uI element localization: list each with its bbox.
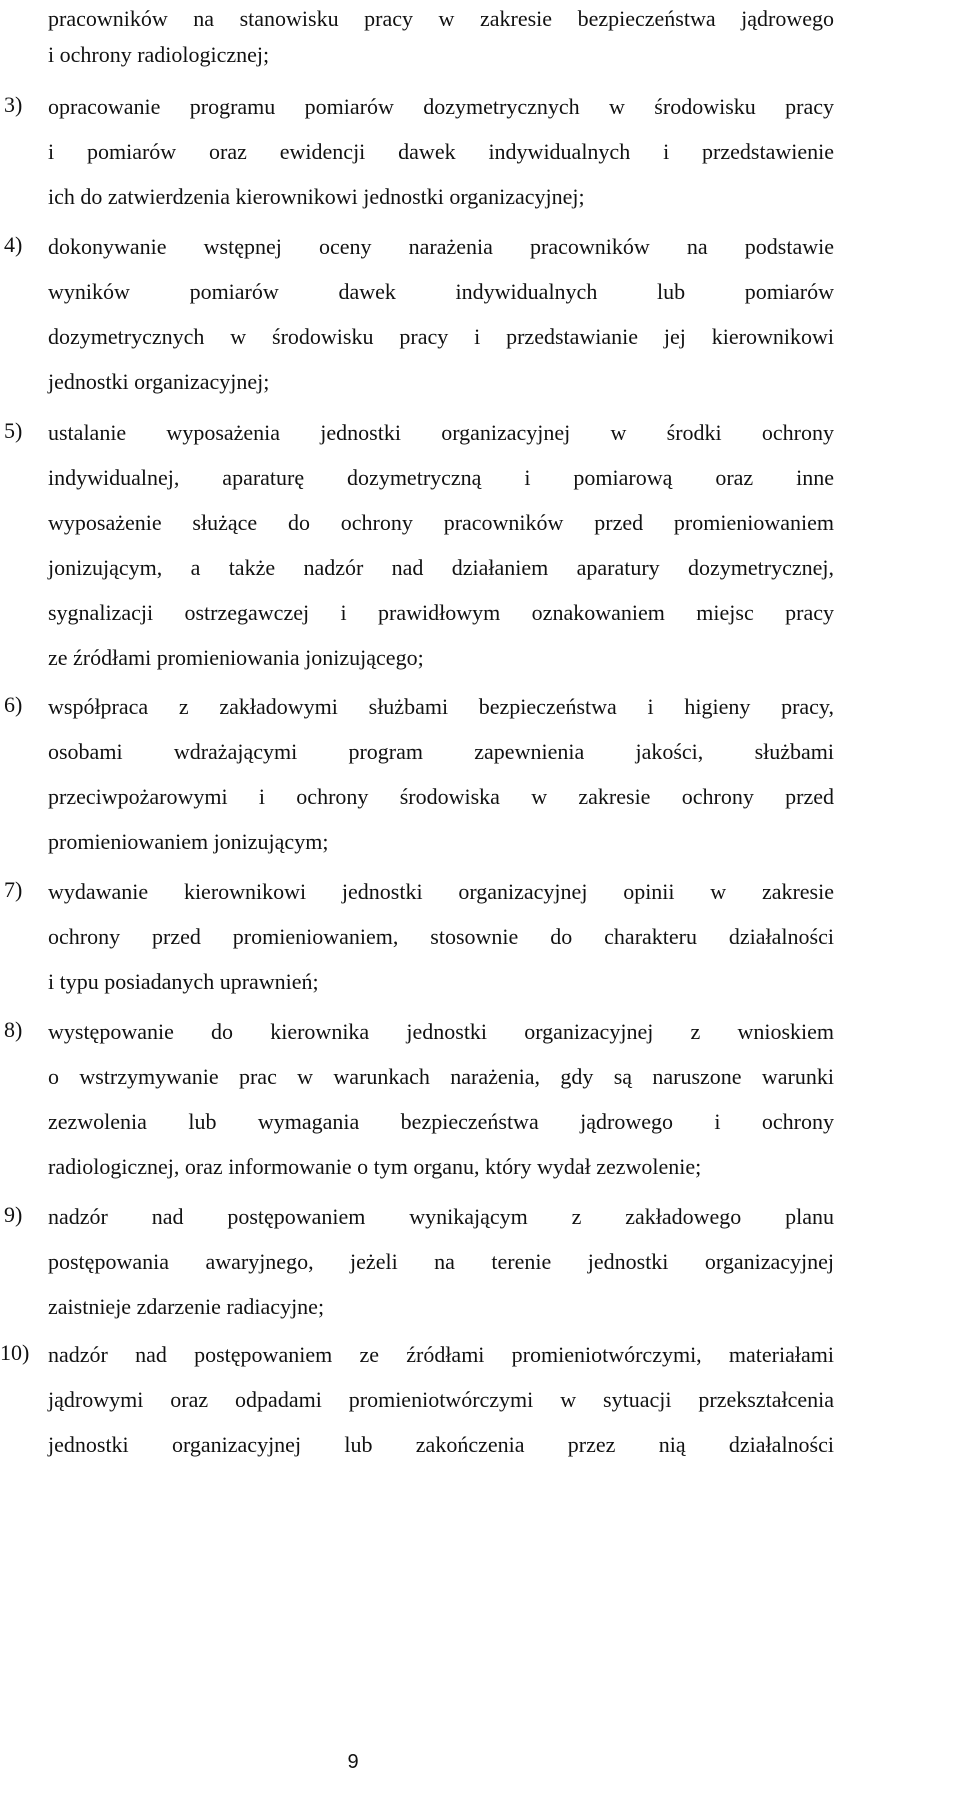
list-item-line: wydawanie kierownikowi jednostki organizacyjnej opinii w zakresie <box>48 879 834 904</box>
list-item-line: zezwolenia lub wymagania bezpieczeństwa jądrowego i ochrony <box>48 1109 834 1134</box>
list-item-line: postępowania awaryjnego, jeżeli na terenie jednostki organizacyjnej <box>48 1249 834 1274</box>
list-item-line: występowanie do kierownika jednostki organizacyjnej z wnioskiem <box>48 1019 834 1044</box>
list-item-line: opracowanie programu pomiarów dozymetrycznych w środowisku pracy <box>48 94 834 119</box>
list-item-line: ochrony przed promieniowaniem, stosownie do charakteru działalności <box>48 924 834 949</box>
list-item-line: ustalanie wyposażenia jednostki organizacyjnej w środki ochrony <box>48 420 834 445</box>
list-item-line: jednostki organizacyjnej lub zakończenia przez nią działalności <box>48 1432 834 1457</box>
list-item-line: ze źródłami promieniowania jonizującego; <box>48 645 424 670</box>
list-item-line: jądrowymi oraz odpadami promieniotwórczymi w sytuacji przekształcenia <box>48 1387 834 1412</box>
list-item-number: 6) <box>4 692 23 717</box>
list-item-line: dokonywanie wstępnej oceny narażenia pracowników na podstawie <box>48 234 834 259</box>
list-item-number: 10) <box>0 1340 30 1365</box>
list-item-line: nadzór nad postępowaniem wynikającym z zakładowego planu <box>48 1204 834 1229</box>
list-item-number: 9) <box>4 1202 23 1227</box>
page-number: 9 <box>347 1751 359 1773</box>
list-item-number: 5) <box>4 418 23 443</box>
list-item-line: przeciwpożarowymi i ochrony środowiska w zakresie ochrony przed <box>48 784 834 809</box>
list-item-number: 3) <box>4 92 23 117</box>
list-item-line: dozymetrycznych w środowisku pracy i przedstawianie jej kierownikowi <box>48 324 834 349</box>
list-item-line: promieniowaniem jonizującym; <box>48 829 329 854</box>
list-item-line: osobami wdrażającymi program zapewnienia jakości, służbami <box>48 739 834 764</box>
list-item-line: o wstrzymywanie prac w warunkach narażenia, gdy są naruszone warunki <box>48 1064 834 1089</box>
list-item-line: radiologicznej, oraz informowanie o tym organu, który wydał zezwolenie; <box>48 1154 702 1179</box>
list-item-line: nadzór nad postępowaniem ze źródłami promieniotwórczymi, materiałami <box>48 1342 834 1367</box>
list-item-line: indywidualnej, aparaturę dozymetryczną i pomiarową oraz inne <box>48 465 834 490</box>
list-item-line: wyników pomiarów dawek indywidualnych lub pomiarów <box>48 279 834 304</box>
list-item-number: 7) <box>4 877 23 902</box>
list-item-line: sygnalizacji ostrzegawczej i prawidłowym oznakowaniem miejsc pracy <box>48 600 834 625</box>
list-item-line: pracowników na stanowisku pracy w zakresie bezpieczeństwa jądrowego <box>48 6 834 31</box>
list-item-line: wyposażenie służące do ochrony pracowników przed promieniowaniem <box>48 510 834 535</box>
list-item-line: i typu posiadanych uprawnień; <box>48 969 319 994</box>
list-item-number: 4) <box>4 232 23 257</box>
list-item-line: jednostki organizacyjnej; <box>48 369 270 394</box>
list-item-line: i ochrony radiologicznej; <box>48 42 270 67</box>
list-item-line: współpraca z zakładowymi służbami bezpieczeństwa i higieny pracy, <box>48 694 834 719</box>
list-item-number: 8) <box>4 1017 23 1042</box>
list-item-line: i pomiarów oraz ewidencji dawek indywidualnych i przedstawienie <box>48 139 834 164</box>
list-item-line: zaistnieje zdarzenie radiacyjne; <box>48 1294 325 1319</box>
list-item-line: ich do zatwierdzenia kierownikowi jednostki organizacyjnej; <box>48 184 585 209</box>
list-item-line: jonizującym, a także nadzór nad działaniem aparatury dozymetrycznej, <box>48 555 834 580</box>
